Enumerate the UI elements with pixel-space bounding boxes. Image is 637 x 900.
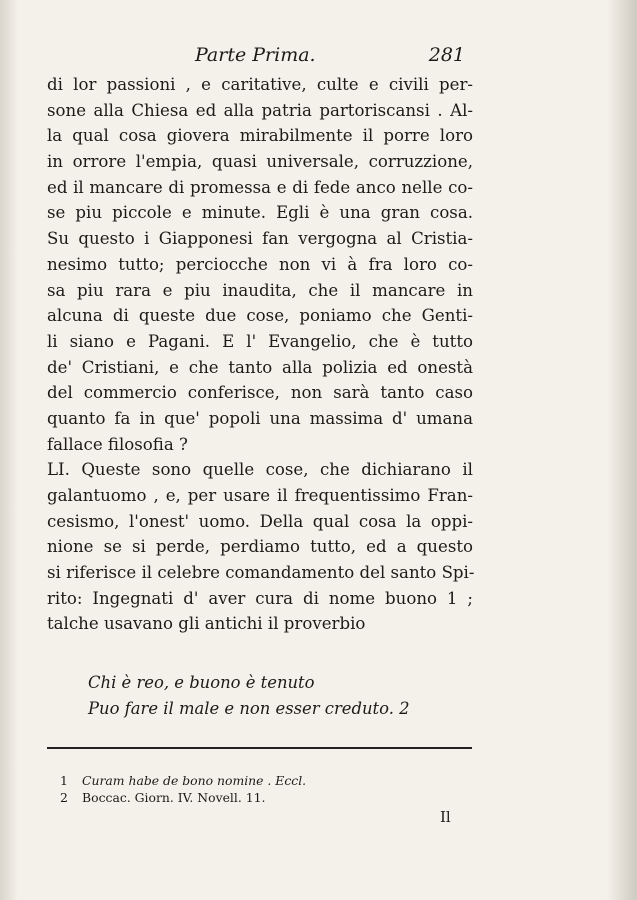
footnote-number: 1 xyxy=(60,773,68,788)
text-line: rito: Ingegnati d' aver cura di nome buono 1 ; xyxy=(47,588,473,608)
proverb-verse xyxy=(88,670,468,722)
text-line: galantuomo , e, per usare il frequentissimo Fran- xyxy=(47,486,473,505)
text-line: quanto fa in que' popoli una massima d' umana xyxy=(47,408,473,428)
text-line: fallace filosofia ? xyxy=(47,434,188,454)
page-number: 281 xyxy=(428,44,465,66)
page-header xyxy=(195,44,465,72)
text-line: di lor passioni , e caritative, culte e civili per- xyxy=(47,75,473,94)
footnote-1 xyxy=(60,772,380,789)
footnote-text: Curam habe de bono nomine . Eccl. xyxy=(82,773,307,788)
footnote-2 xyxy=(60,789,380,806)
text-line: Su questo i Giapponesi fan vergogna al Cristia- xyxy=(47,229,473,249)
text-line: talche usavano gli antichi il proverbio xyxy=(47,614,366,634)
footnote-rule xyxy=(47,747,472,749)
text-line: in orrore l'empia, quasi universale, corruzzione, xyxy=(47,152,473,172)
footnote-text: Boccac. Giorn. IV. Novell. 11. xyxy=(82,790,266,805)
text-line: de' Cristiani, e che tanto alla polizia ed onestà xyxy=(47,357,473,377)
text-line: del commercio conferisce, non sarà tanto caso xyxy=(47,383,473,403)
text-line: LI. Queste sono quelle cose, che dichiarano il xyxy=(47,460,473,480)
footnote-number: 2 xyxy=(60,790,68,805)
body-text xyxy=(47,72,473,637)
text-line: alcuna di queste due cose, poniamo che Genti- xyxy=(47,306,473,326)
text-line: nione se si perde, perdiamo tutto, ed a questo xyxy=(47,537,473,557)
verse-line: Chi è reo, e buono è tenuto xyxy=(88,673,315,692)
text-line: nesimo tutto; perciocche non vi à fra loro co- xyxy=(47,254,473,274)
text-line: sa piu rara e piu inaudita, che il mancare in xyxy=(47,280,473,300)
running-head: Parte Prima. xyxy=(195,44,316,66)
text-line: la qual cosa giovera mirabilmente il porre loro xyxy=(47,126,473,146)
catchword: Il xyxy=(440,808,451,826)
verse-line: Puo fare il male e non esser creduto. 2 xyxy=(88,699,410,718)
text-line: sone alla Chiesa ed alla patria partoriscansi . Al- xyxy=(47,100,473,120)
text-line: cesismo, l'onest' uomo. Della qual cosa la oppi- xyxy=(47,511,473,531)
footnotes xyxy=(60,772,380,806)
text-line: si riferisce il celebre comandamento del santo Spi- xyxy=(47,563,475,583)
text-line: li siano e Pagani. E l' Evangelio, che è tutto xyxy=(47,331,473,351)
page-gutter-shadow xyxy=(0,0,18,900)
text-line: se piu piccole e minute. Egli è una gran cosa. xyxy=(47,203,473,223)
text-line: ed il mancare di promessa e di fede anco nelle co- xyxy=(47,177,473,197)
page-edge-shadow xyxy=(607,0,637,900)
